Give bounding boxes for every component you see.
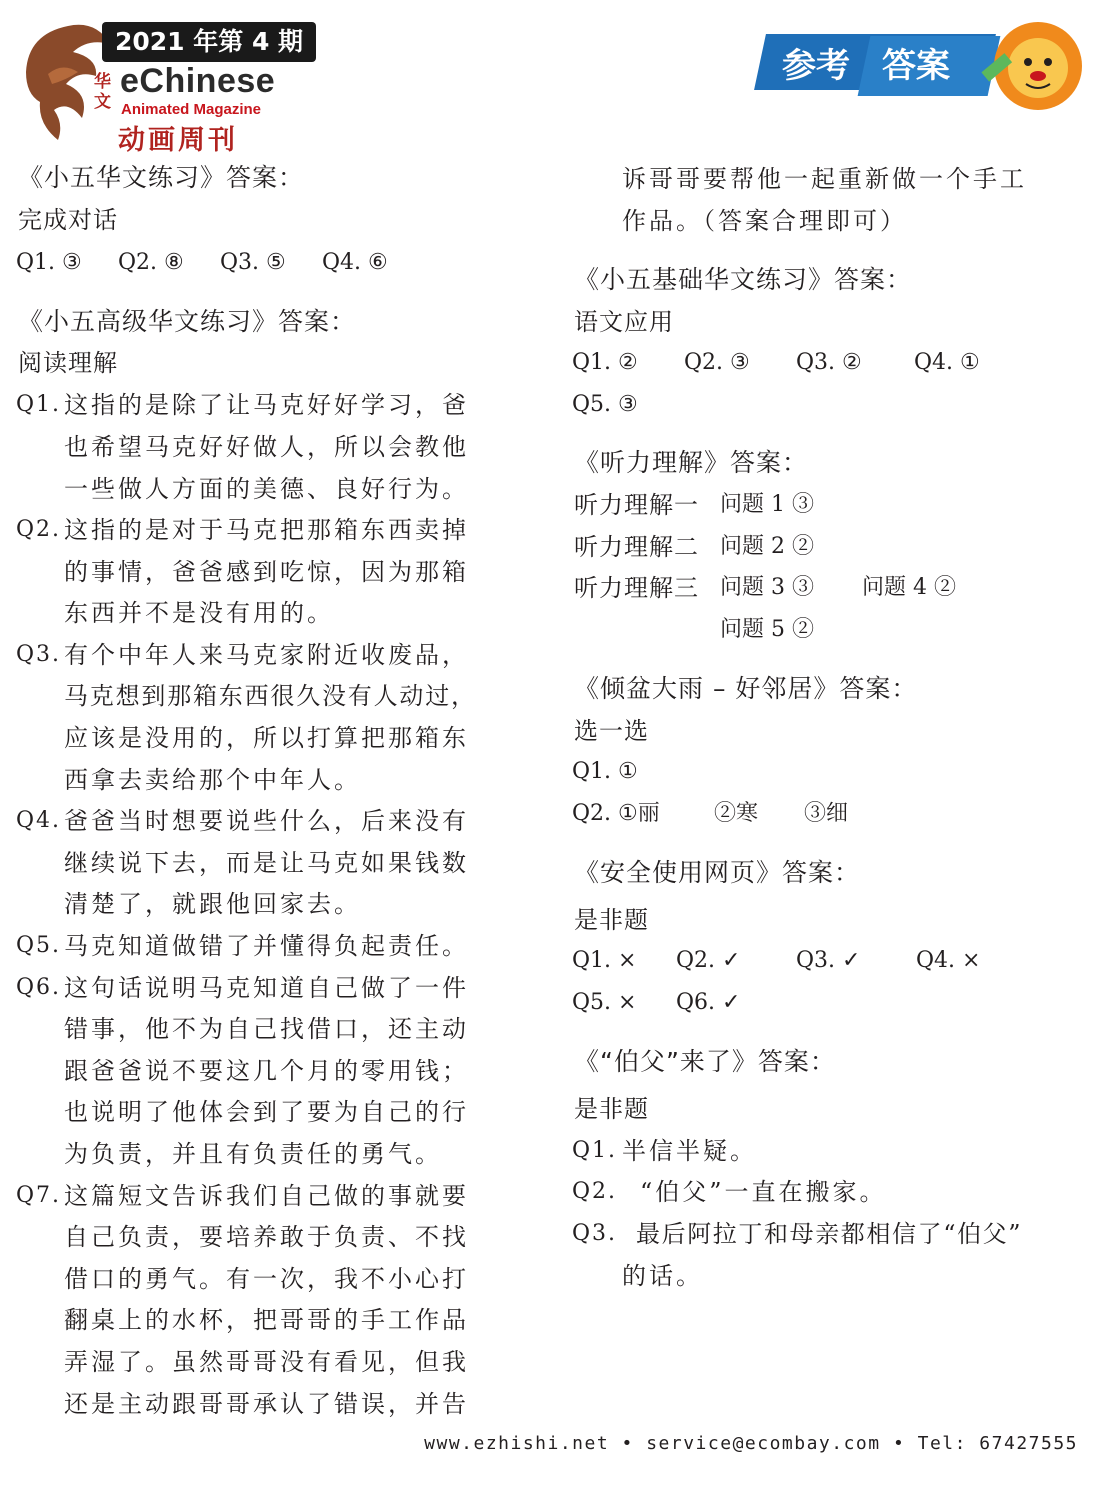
section-title-advanced: 《小五高级华文练习》答案：: [18, 307, 357, 336]
answer-item: 问题 3 ③: [720, 575, 814, 600]
answer-item: Q4. ×: [916, 948, 981, 973]
answer-item: 问题 5 ②: [720, 617, 814, 642]
subtitle-language: 语文应用: [574, 308, 674, 336]
answer-item: 问题 1 ③: [720, 492, 814, 517]
answer-item: 问题 4 ②: [862, 575, 956, 600]
section-title-uncle: 《“伯父”来了》答案：: [574, 1047, 836, 1076]
answer-line: 也希望马克好好做人，所以会教他: [64, 433, 469, 461]
question-label: Q3.: [16, 642, 62, 667]
answer-line: 应该是没用的，所以打算把那箱东: [64, 724, 469, 752]
answer-line: 一些做人方面的美德、良好行为。: [64, 475, 469, 503]
question-label: Q4.: [16, 808, 62, 833]
answer-item: Q3. ⑤: [220, 250, 286, 275]
answer-item: Q4. ⑥: [322, 250, 388, 275]
brand-chinese: 动画周刊: [118, 125, 238, 156]
answer-line: 还是主动跟哥哥承认了错误，并告: [64, 1390, 469, 1418]
answer-item: Q2. ✓: [676, 948, 741, 973]
listening-label: 听力理解二: [574, 533, 699, 561]
banner-label-right: 答案: [882, 46, 950, 86]
answer-banner: [760, 18, 1090, 118]
issue-label: 2021 年第 4 期: [102, 22, 316, 62]
answer-item: Q1. ③: [16, 250, 82, 275]
answer-item: Q5. ×: [572, 990, 637, 1015]
answer-item: Q1. ②: [572, 350, 638, 375]
banner-label-left: 参考: [782, 46, 850, 86]
answer-line: 清楚了，就跟他回家去。: [64, 890, 361, 918]
question-label: Q1.: [16, 392, 62, 417]
answer-item: Q6. ✓: [676, 990, 741, 1015]
answer-item: Q2. ③: [684, 350, 750, 375]
question-label: Q2.: [16, 517, 62, 542]
brand-side-text: 华文: [94, 72, 111, 112]
brand-subtitle: Animated Magazine: [121, 101, 262, 118]
answer-line: 马克知道做错了并懂得负起责任。: [64, 932, 469, 960]
listening-label: 听力理解一: [574, 491, 699, 519]
answer-item: Q4. ①: [914, 350, 980, 375]
subtitle-true-false-2: 是非题: [574, 1095, 649, 1123]
answer-line: 这篇短文告诉我们自己做的事就要: [64, 1182, 469, 1210]
subtitle-reading: 阅读理解: [18, 349, 118, 377]
answer-line: “伯父”一直在搬家。: [640, 1178, 887, 1206]
question-label: Q6.: [16, 975, 62, 1000]
answer-line: 马克想到那箱东西很久没有人动过，: [64, 682, 477, 710]
answer-line-continued: 诉哥哥要帮他一起重新做一个手工: [622, 165, 1027, 193]
subtitle-dialogue: 完成对话: [18, 206, 118, 234]
answer-line: 这句话说明马克知道自己做了一件: [64, 974, 469, 1002]
answer-line: 这指的是除了让马克好好学习，爸: [64, 391, 469, 419]
section-title-listening: 《听力理解》答案：: [574, 448, 809, 477]
answer-line: 西拿去卖给那个中年人。: [64, 766, 361, 794]
answer-item: ③细: [804, 801, 849, 826]
footer-contact: www.ezhishi.net • service@ecombay.com • Tel: 67427555: [424, 1433, 1078, 1454]
answer-item: Q1. ×: [572, 948, 637, 973]
answer-line: 这指的是对于马克把那箱东西卖掉: [64, 516, 469, 544]
section-title-web-safety: 《安全使用网页》答案：: [574, 858, 861, 887]
answer-line: 借口的勇气。有一次，我不小心打: [64, 1265, 469, 1293]
answer-item: Q5. ③: [572, 392, 638, 417]
answer-line: 有个中年人来马克家附近收废品，: [64, 641, 469, 669]
answer-line: 的事情，爸爸感到吃惊，因为那箱: [64, 558, 469, 586]
magazine-logo: [18, 14, 318, 156]
answer-line: 跟爸爸说不要这几个月的零用钱；: [64, 1057, 469, 1085]
answer-line: 弄湿了。虽然哥哥没有看见，但我: [64, 1348, 469, 1376]
answer-line: 错事，他不为自己找借口，还主动: [64, 1015, 469, 1043]
answer-line: 东西并不是没有用的。: [64, 599, 334, 627]
section-title-basic: 《小五基础华文练习》答案：: [574, 265, 913, 294]
question-label: Q3.: [572, 1221, 618, 1246]
answer-line-continued: 作品。（答案合理即可）: [622, 207, 907, 235]
answer-item: ②寒: [714, 801, 759, 826]
answer-item: Q2. ⑧: [118, 250, 184, 275]
subtitle-choose: 选一选: [574, 717, 649, 745]
section-title-xiaowu: 《小五华文练习》答案：: [18, 163, 305, 192]
answer-line: 爸爸当时想要说些什么，后来没有: [64, 807, 469, 835]
answer-line: 的话。: [622, 1262, 703, 1290]
answer-line: 继续说下去，而是让马克如果钱数: [64, 849, 469, 877]
answer-item: Q3. ②: [796, 350, 862, 375]
answer-item: Q3. ✓: [796, 948, 861, 973]
section-title-rain: 《倾盆大雨 – 好邻居》答案：: [574, 674, 918, 703]
question-label: Q7.: [16, 1183, 62, 1208]
answer-item: Q2. ①丽: [572, 801, 660, 826]
answer-item: 问题 2 ②: [720, 534, 814, 559]
question-label: Q2.: [572, 1179, 618, 1204]
lion-icon: [976, 18, 1088, 118]
answer-item: Q1. ①: [572, 759, 638, 784]
subtitle-true-false: 是非题: [574, 906, 649, 934]
answer-line: 为负责，并且有负责任的勇气。: [64, 1140, 442, 1168]
brand-english: eChinese: [120, 62, 276, 100]
answer-line: 也说明了他体会到了要为自己的行: [64, 1098, 469, 1126]
listening-label: 听力理解三: [574, 574, 699, 602]
answer-line: 翻桌上的水杯，把哥哥的手工作品: [64, 1306, 469, 1334]
question-label: Q1.: [572, 1138, 618, 1163]
question-label: Q5.: [16, 933, 62, 958]
answer-line: 半信半疑。: [622, 1137, 757, 1165]
answer-line: 自己负责，要培养敢于负责、不找: [64, 1223, 469, 1251]
answer-line: 最后阿拉丁和母亲都相信了“伯父”: [636, 1220, 1023, 1248]
